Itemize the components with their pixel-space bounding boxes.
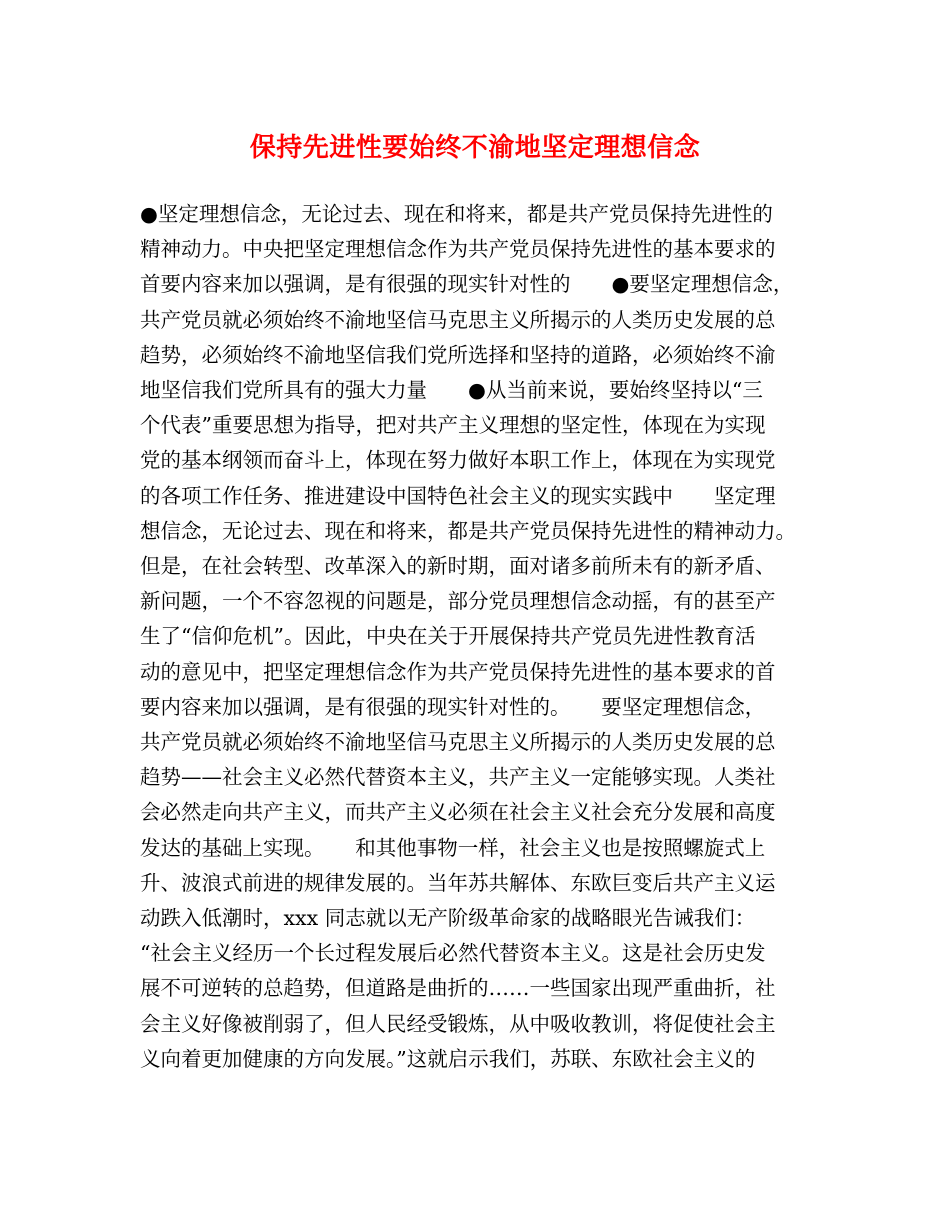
body-line: 的各项工作任务、推进建设中国特色社会主义的现实实践中 坚定理	[140, 483, 776, 508]
body-line: 共产党员就必须始终不渝地坚信马克思主义所揭示的人类历史发展的总	[140, 307, 776, 332]
document-body	[140, 197, 820, 1077]
document-title: 保持先进性要始终不渝地坚定理想信念	[249, 133, 701, 163]
body-line: 义向着更加健康的方向发展。”这就启示我们，苏联、东欧社会主义的	[140, 1046, 756, 1071]
body-line: 新问题，一个不容忽视的问题是，部分党员理想信念动摇，有的甚至产	[140, 589, 776, 614]
body-line: 共产党员就必须始终不渝地坚信马克思主义所揭示的人类历史发展的总	[140, 730, 776, 755]
body-line: 趋势——社会主义必然代替资本主义，共产主义一定能够实现。人类社	[140, 765, 776, 790]
body-line: 个代表”重要思想为指导，把对共产主义理想的坚定性，体现在为实现	[140, 413, 766, 438]
body-line: 想信念，无论过去、现在和将来，都是共产党员保持先进性的精神动力。	[140, 518, 796, 543]
body-line: 首要内容来加以强调，是有很强的现实针对性的 ●要坚定理想信念，	[140, 272, 794, 297]
body-line: 地坚信我们党所具有的强大力量 ●从当前来说，要始终坚持以“三	[140, 378, 763, 403]
body-line: 升、波浪式前进的规律发展的。当年苏共解体、东欧巨变后共产主义运	[140, 870, 776, 895]
body-line: 党的基本纲领而奋斗上，体现在努力做好本职工作上，体现在为实现党	[140, 448, 776, 473]
body-line: 但是，在社会转型、改革深入的新时期，面对诸多前所未有的新矛盾、	[140, 554, 776, 579]
body-line: ●坚定理想信念，无论过去、现在和将来，都是共产党员保持先进性的	[140, 202, 773, 226]
body-line: 动的意见中，把坚定理想信念作为共产党员保持先进性的基本要求的首	[140, 659, 776, 684]
body-line: 动跌入低潮时，xxx 同志就以无产阶级革命家的战略眼光告诫我们：	[140, 906, 756, 931]
body-line: 要内容来加以强调，是有很强的现实针对性的。 要坚定理想信念，	[140, 694, 766, 719]
body-line: 会主义好像被削弱了，但人民经受锻炼，从中吸收教训，将促使社会主	[140, 1011, 776, 1036]
body-line: 趋势，必须始终不渝地坚信我们党所选择和坚持的道路，必须始终不渝	[140, 342, 776, 367]
body-line: 精神动力。中央把坚定理想信念作为共产党员保持先进性的基本要求的	[140, 237, 776, 262]
body-line: “社会主义经历一个长过程发展后必然代替资本主义。这是社会历史发	[140, 941, 766, 966]
body-line: 发达的基础上实现。 和其他事物一样，社会主义也是按照螺旋式上	[140, 835, 766, 860]
body-line: 会必然走向共产主义，而共产主义必须在社会主义社会充分发展和高度	[140, 800, 776, 825]
body-line: 生了“信仰危机”。因此，中央在关于开展保持共产党员先进性教育活	[140, 624, 756, 649]
body-line: 展不可逆转的总趋势，但道路是曲折的……一些国家出现严重曲折，社	[140, 976, 776, 1001]
